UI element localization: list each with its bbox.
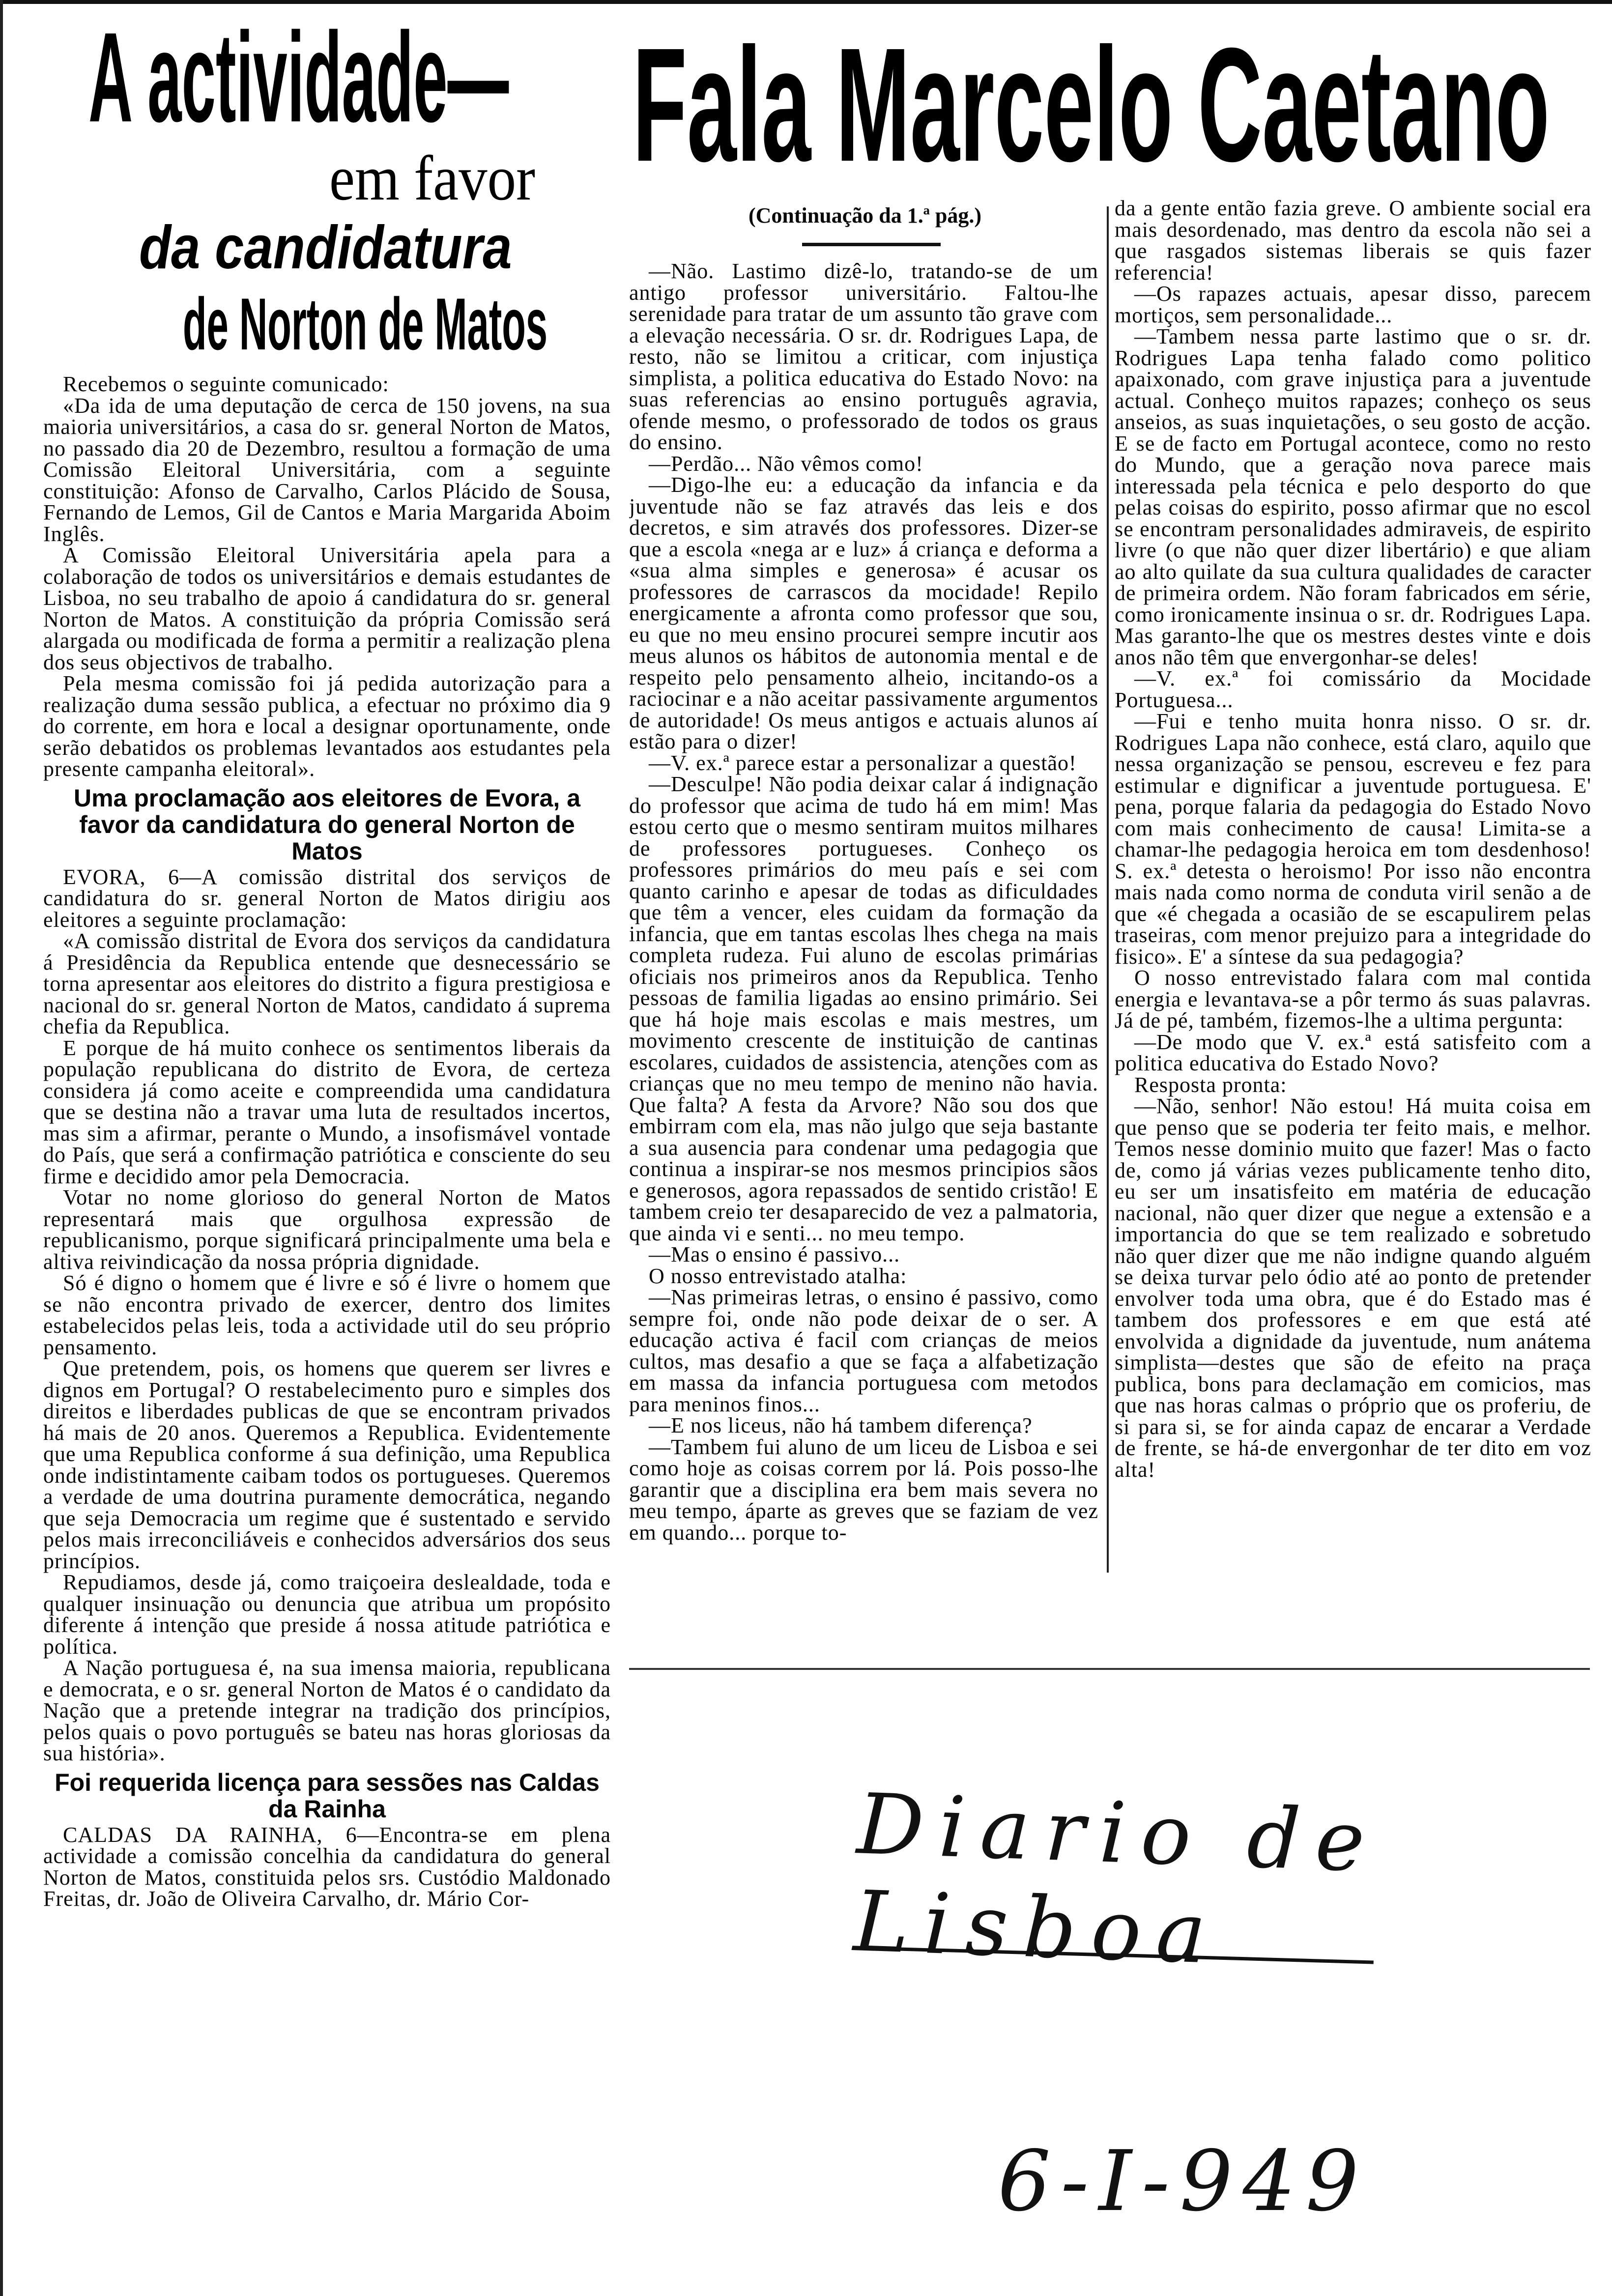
paragraph: Que pretendem, pois, os homens que querem ser livres e dignos em Portugal? O restabelecimento puro e simples dos direitos e liberdades publicas de que se encontram privados há mais de 20 anos. Queremos a Republica. Evidentemente que uma Republica conforme á sua definição, uma Republica onde indistintamente caibam todos os portugueses. Queremos a verdade de uma doutrina puramente democrática, negando que seja Democracia um regime que é sustentado e servido pelos mais irreconciliáveis e conhecidos adversários dos seus princípios. [43,1356,611,1573]
paragraph: —Mas o ensino é passivo... [649,1242,900,1266]
paragraph: —Os rapazes actuais, apesar disso, parecem mortiços, sem personalidade... [1115,282,1591,327]
handwritten-source-note: Diario de Lisboa [852,1776,1382,1983]
headline-em-favor: em favor [329,143,536,214]
headline-da-candidatura: da candidatura [139,214,512,282]
subheadline-caldas: Foi requerida licença para sessões nas Caldas da Rainha [55,1768,600,1823]
left-border [0,0,3,2296]
headline-norton-de-matos: de Norton de Matos [183,283,548,365]
paragraph: —Digo-lhe eu: a educação da infancia e da juventude não se faz através das leis e dos decretos, e sim através dos professores. Dizer-se que a escola «nega ar e luz» á criança e deforma a «sua alma simples e generosa» é acusar os professores de carrascos da mocidade! Repilo energicamente a afronta como professor que sou, eu que no meu ensino procurei sempre incutir aos meus alunos os hábitos de autonomia mental e de respeito pelo pensamento alheio, incitando-os a raciocinar e a não aceitar passivamente argumentos de autoridade! Os meus antigos e actuais alunos aí estão para o dizer! [629,473,1098,753]
paragraph: —V. ex.ª foi comissário da Mocidade Portuguesa... [1115,666,1591,712]
paragraph: —V. ex.ª parece estar a personalizar a questão! [649,750,1077,775]
paragraph: —Nas primeiras letras, o ensino é passivo, como sempre foi, onde não pode deixar de o ser. A educação activa é facil com crianças de meios cultos, mas desafio a que se faça a alfabetização em massa da infancia portuguesa com metodos para meninos finos... [629,1285,1098,1416]
paragraph: A Nação portuguesa é, na sua imensa maioria, republicana e democrata, e o sr. general Norton de Matos é o candidato da Nação que a pretende integrar na tradição dos princípios, pelos quais o povo português se bateu nas horas gloriosas da sua história». [43,1656,611,1765]
paragraph: Resposta pronta: [1134,1072,1287,1097]
paragraph: Votar no nome glorioso do general Norton de Matos representará mais que orgulhosa expressão de republicanismo, porque significará principalmente uma bela e altiva reivindicação da nossa própria dignidade. [43,1185,611,1274]
left-column-article [43,373,611,2293]
paragraph: —Perdão... Não vêmos como! [649,451,923,476]
top-border [0,0,1612,4]
paragraph: «Da ida de uma deputação de cerca de 150 jovens, na sua maioria universitários, a casa do sr. general Norton de Matos, no passado dia 20 de Dezembro, resultou a formação de uma Comissão Eleitoral Universitária, com a seguinte constituição: Afonso de Carvalho, Carlos Plácido de Sousa, Fernando de Lemos, Gil de Cantos e Maria Margarida Aboim Inglês. [43,393,611,546]
paragraph: —Não. Lastimo dizê-lo, tratando-se de um antigo professor universitário. Faltou-lhe serenidade para tratar de um assunto tão grave com a elevação necessária. O sr. dr. Rodrigues Lapa, de resto, não se limitou a criticar, com injustiça simplista, a politica educativa do Estado Novo: na suas referencias ao ensino português agravia, ofende mesmo, o professorado de todos os graus do ensino. [629,260,1098,454]
paragraph: Repudiamos, desde já, como traiçoeira deslealdade, toda e qualquer insinuação ou denuncia que atribua um propósito diferente á intenção que preside á nossa atitude patriótica e política. [43,1570,611,1659]
paragraph: Recebemos o seguinte comunicado: [63,373,389,396]
paragraph: O nosso entrevistado atalha: [649,1263,907,1288]
paragraph: —Não, senhor! Não estou! Há muita coisa em que penso que se poderia ter feito mais, e melhor. Temos nesse dominio muito que fazer! Mas o facto de, como já várias vezes publicamente tenho dito, eu ser um insatisfeito em matéria de educação nacional, não quer dizer que negue a extensão e a importancia do que se tem realizado e sobretudo não quer dizer que me não indigne quando alguém se deixa turvar pelo ódio até ao ponto de pretender envolver toda uma obra, que é do Estado mas é tambem dos professores e em que está até envolvida a dignidade da juventude, num anátema simplista—destes que são de efeito na praça publica, bons para declamação em comicios, mas que nas horas calmas o próprio que os proferiu, de si para si, se for ainda capaz de encarar a Verdade de frente, se há-de envergonhar de ter dito em voz alta! [1115,1094,1591,1482]
continuation-note: (Continuação da 1.ª pág.) [748,203,982,228]
paragraph: —Fui e tenho muita honra nisso. O sr. dr. Rodrigues Lapa não conhece, está claro, aquilo que nessa organização se pensou, escreveu e fez para estimular e dignificar a juventude portuguesa. E' pena, porque falaria da pedagogia do Estado Novo com mais conhecimento de causa! Limita-se a chamar-lhe pedagogia heroica em tom desdenhoso! S. ex.ª detesta o heroismo! Por isso não encontra mais nada como norma de conduta viril senão a de que «é chegada a ocasião de se escapulirem pelas traseiras, com menor prejuizo para a integridade do fisico». E' a síntese da sua pedagogia? [1115,709,1591,969]
paragraph: —Tambem nessa parte lastimo que o sr. dr. Rodrigues Lapa tenha falado como politico apaixonado, com grave injustiça para a juventude actual. Conheço muitos rapazes; conheço os seus anseios, as suas inquietações, o seu gosto de acção. E se de facto em Portugal acontece, como no resto do Mundo, que a geração nova parece mais interessada pela técnica e pelo desporto do que pelas coisas do espirito, posso afirmar que no escol se encontram personalidades admiraveis, de espirito livre (o que não quer dizer libertário) e que aliam ao alto quilate da sua cultura qualidades de caracter de primeira ordem. Não foram fabricados em série, como ironicamente insinua o sr. dr. Rodrigues Lapa. Mas garanto-lhe que os mestres destes vinte e dois anos não têm que envergonhar-se deles! [1115,324,1591,669]
paragraph: «A comissão distrital de Evora dos serviços da candidatura á Presidência da Republica entende que desnecessário se torna apresentar aos eleitores do distrito a figura prestigiosa e nacional do sr. general Norton de Matos, candidato á suprema chefia da Republica. [43,929,611,1038]
article-end-rule [629,1668,1590,1670]
paragraph: O nosso entrevistado falara com mal contida energia e levantava-se a pôr termo ás suas palavras. Já de pé, também, fizemos-lhe a ultima pergunta: [1115,966,1591,1033]
paragraph: Pela mesma comissão foi já pedida autorização para a realização duma sessão publica, a efectuar no próximo dia 9 do corrente, em hora e local a designar oportunamente, onde serão debatidos os problemas levantados aos estudantes pela presente campanha eleitoral». [43,671,611,781]
paragraph: da a gente então fazia greve. O ambiente social era mais desordenado, mas dentro da escola não sei a que rasgados sistemas liberais se quis fazer referencia! [1115,198,1591,285]
headline-fala-marcelo-caetano: Fala Marcelo Caetano [633,14,1550,195]
paragraph: —Tambem fui aluno de um liceu de Lisboa e sei como hoje as coisas correm por lá. Pois posso-lhe garantir que a disciplina era bem mais severa no meu tempo, áparte as greves que se faziam de vez em quando... porque to- [629,1435,1098,1545]
right-column-interview [1115,198,1591,1578]
paragraph: Só é digno o homem que é livre e só é livre o homem que se não encontra privado de exercer, dentro dos limites estabelecidos pelas leis, toda a actividade util do seu próprio pensamento. [43,1271,611,1359]
paragraph: EVORA, 6—A comissão distrital dos serviços de candidatura do sr. general Norton de Matos dirigiu aos eleitores a seguinte proclamação: [43,864,611,932]
paragraph: —De modo que V. ex.ª está satisfeito com a politica educativa do Estado Novo? [1115,1030,1591,1075]
paragraph: —E nos liceus, não há tambem diferença? [649,1413,1033,1437]
paragraph: —Desculpe! Não podia deixar calar á indignação do professor que acima de tudo há em mim! Mas estou certo que o mesmo sentiram muitos milhares de professores portugueses. Conheço os professores primários do meu país e sei com quanto carinho e apesar de todas as dificuldades que têm a vencer, eles cuidam da formação da infancia, que em tantas escolas lhes chega na mais completa rudeza. Fui aluno de escolas primárias oficiais nos primeiros anos da Republica. Tenho pessoas de familia ligadas ao ensino primário. Sei que há hoje mais escolas e mais mestres, um movimento crescente de instituição de cantinas escolares, cuidados de assistencia, atenções com as crianças que no meu tempo de menino não havia. Que falta? A festa da Arvore? Não sou dos que embirram com ela, mas não julgo que seja bastante a sua ausencia para condenar uma pedagogia que continua a inspirar-se nos mesmos principios sãos e generosos, agora repassados de sentido cristão! E tambem creio ter desaparecido de vez a palmatoria, que ainda vi e senti... no meu tempo. [629,772,1098,1245]
section-rule [802,243,941,246]
paragraph: CALDAS DA RAINHA, 6—Encontra-se em plena actividade a comissão concelhia da candidatura do general Norton de Matos, constituida pelos srs. Custódio Maldonado Freitas, dr. João de Oliveira Carvalho, dr. Mário Cor- [43,1822,611,1911]
paragraph: A Comissão Eleitoral Universitária apela para a colaboração de todos os universitários e demais estudantes de Lisboa, no seu trabalho de apoio á candidatura do sr. general Norton de Matos. A constituição da própria Comissão será alargada ou modificada de forma a permitir a realização plena dos seus objectivos de trabalho. [43,543,611,674]
subheadline-evora: Uma proclamação aos eleitores de Evora, a favor da candidatura do general Norton de Matos [73,784,581,865]
middle-column-interview [629,260,1098,1578]
column-rule [1107,206,1109,1573]
handwritten-date: 6-I-949 [998,2133,1369,2230]
paragraph: E porque de há muito conhece os sentimentos liberais da população republicana do distrito de Evora, de certeza considera já como aceite e compreendida uma candidatura que se destina não a travar uma luta de resultados incertos, mas sim a afirmar, perante o Mundo, a insofismável vontade do País, que será a confirmação patriótica e consciente do seu firme e decidido amor pela Democracia. [43,1035,611,1188]
headline-actividade: A actividade— [88,6,509,149]
